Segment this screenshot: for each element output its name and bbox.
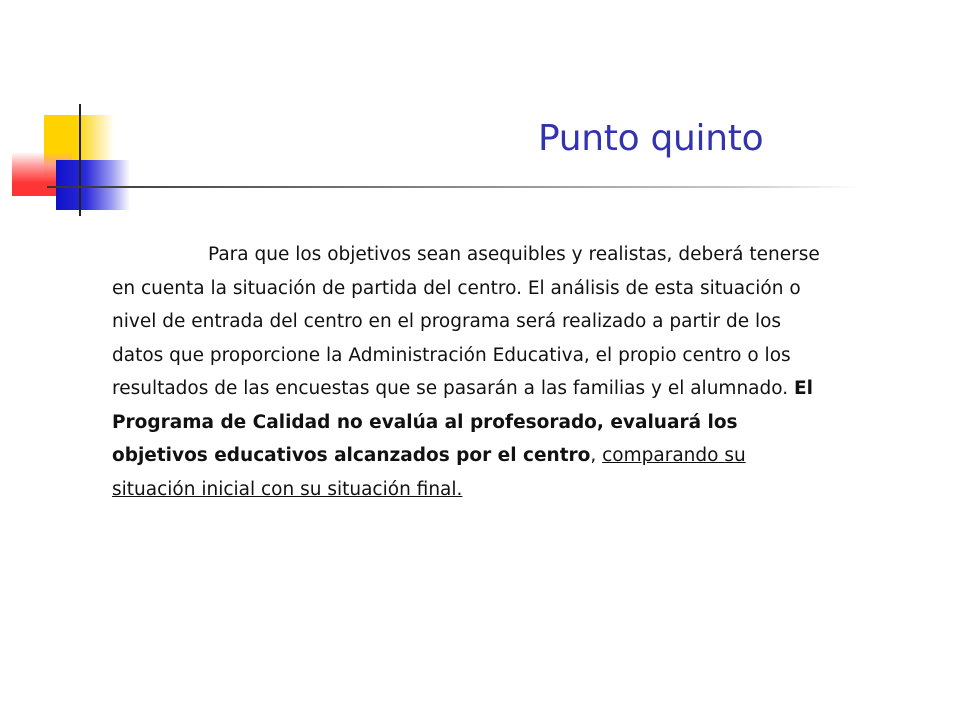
slide-paragraph bbox=[112, 238, 832, 506]
paragraph-underlined-text: comparando su situación inicial con su situación final. bbox=[112, 445, 746, 500]
blue-square-decoration bbox=[56, 160, 130, 210]
title-underline-rule bbox=[47, 186, 860, 188]
paragraph-bold-text: El Programa de Calidad no evalúa al profesorado, evaluará los objetivos educativos alcanzados por el centro bbox=[112, 378, 813, 466]
vertical-rule-decoration bbox=[79, 104, 81, 216]
slide-title: Punto quinto bbox=[538, 118, 764, 159]
corner-decoration bbox=[0, 0, 140, 230]
paragraph-comma: , bbox=[590, 445, 603, 466]
paragraph-plain-text: Para que los objetivos sean asequibles y realistas, deberá tenerse en cuenta la situación de partida del centro. El análisis de esta situación o nivel de entrada del centro en el programa será realizado a partir de los datos que proporcione la Administración Educativa, el propio centro o los resultados de las encuestas que se pasarán a las familias y el alumnado. bbox=[112, 244, 820, 399]
